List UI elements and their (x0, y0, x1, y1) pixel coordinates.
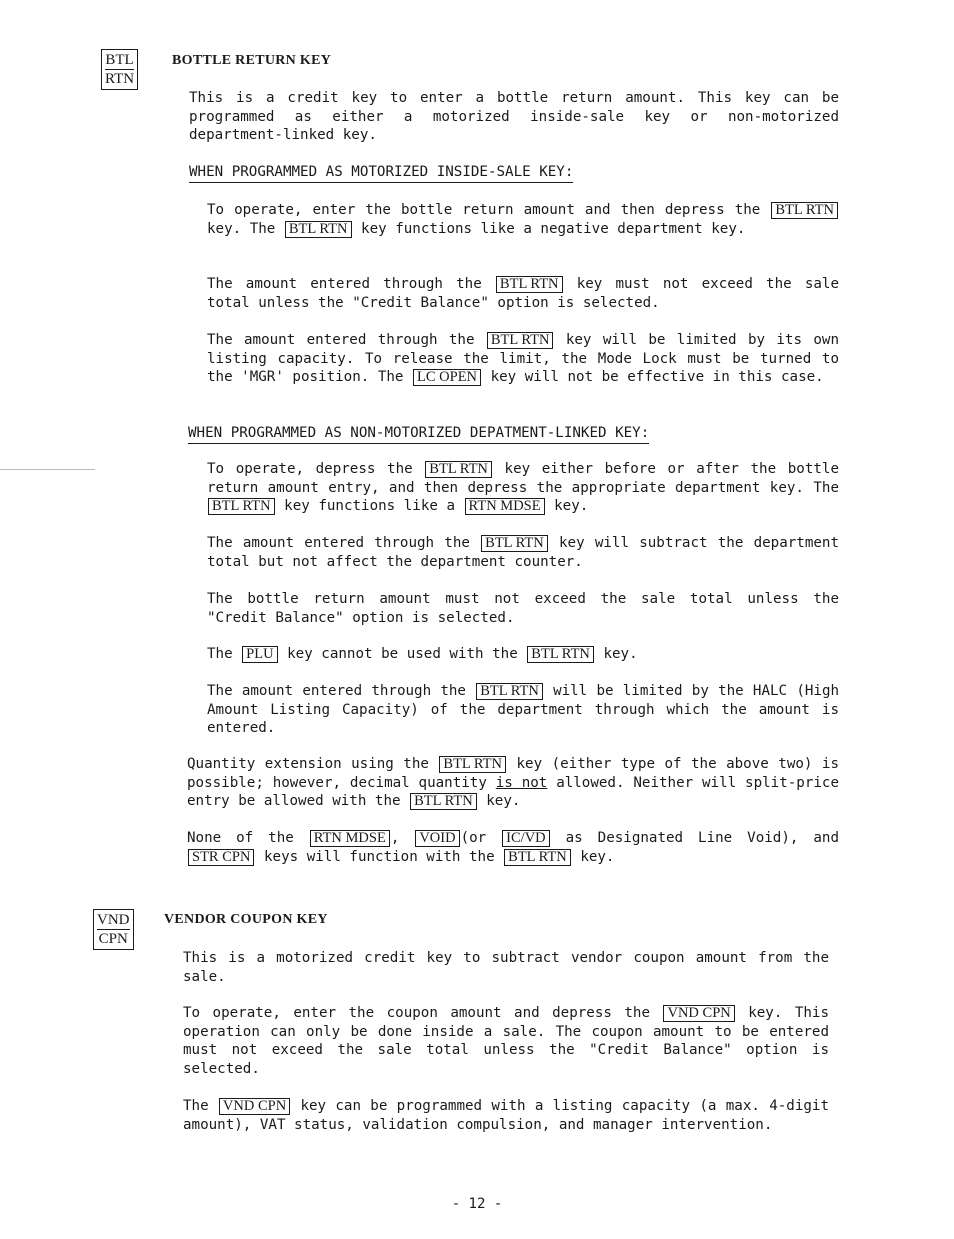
btl-rtn-key-ref: BTL RTN (208, 498, 275, 515)
vnd-cpn-key-ref: VND CPN (663, 1005, 734, 1022)
btl-rtn-key-ref: BTL RTN (439, 756, 506, 773)
btl-rtn-key-label (101, 49, 138, 90)
motorized-heading: WHEN PROGRAMMED AS MOTORIZED INSIDE-SALE KEY: (189, 163, 573, 183)
btl-rtn-key-ref: BTL RTN (425, 461, 492, 478)
btl-rtn-key-ref: BTL RTN (476, 683, 543, 700)
motorized-paragraph-3: The amount entered through the BTL RTN key will be limited by its own listing capacity. To release the limit, the Mode Lock must be turned to the 'MGR' position. The LC OPEN key will not be effective in this case. (207, 332, 839, 386)
ic-vd-key-ref: IC/VD (502, 830, 549, 847)
vnd-label: VND (97, 912, 130, 928)
rtn-label: RTN (105, 71, 135, 87)
nonmotorized-paragraph-3: The bottle return amount must not exceed the sale total unless the "Credit Balance" option is selected. (207, 591, 839, 626)
rtn-mdse-key-ref: RTN MDSE (465, 498, 545, 515)
nonmotorized-heading: WHEN PROGRAMMED AS NON-MOTORIZED DEPATMENT-LINKED KEY: (188, 424, 649, 444)
btl-rtn-key-ref: BTL RTN (410, 793, 477, 810)
vnd-cpn-key-ref: VND CPN (219, 1098, 290, 1115)
btl-rtn-key-ref: BTL RTN (285, 221, 352, 238)
vendor-coupon-heading: VENDOR COUPON KEY (164, 912, 328, 927)
btl-rtn-key-ref: BTL RTN (771, 202, 838, 219)
btl-rtn-key-ref: BTL RTN (481, 535, 548, 552)
page-number: - 12 - (451, 1196, 503, 1212)
plu-key-ref: PLU (242, 646, 277, 663)
cpn-label: CPN (98, 931, 128, 947)
str-cpn-key-ref: STR CPN (188, 849, 254, 866)
vnd-intro: This is a motorized credit key to subtract vendor coupon amount from the sale. (183, 950, 829, 985)
btl-rtn-key-ref: BTL RTN (487, 332, 554, 349)
bottle-return-heading: BOTTLE RETURN KEY (172, 53, 332, 68)
btl-rtn-key-ref: BTL RTN (504, 849, 571, 866)
rtn-mdse-key-ref: RTN MDSE (310, 830, 390, 847)
vnd-paragraph-2: The VND CPN key can be programmed with a listing capacity (a max. 4-digit amount), VAT status, validation compulsion, and manager intervention. (183, 1098, 829, 1133)
none-of-keys-paragraph: None of the RTN MDSE , VOID (or IC/VD as Designated Line Void), and STR CPN keys will function with the BTL RTN key. (187, 830, 840, 865)
nonmotorized-paragraph-4: The PLU key cannot be used with the BTL RTN key. (207, 646, 638, 662)
nonmotorized-paragraph-1: To operate, depress the BTL RTN key either before or after the bottle return amount entry, and then depress the appropriate department key. The BTL RTN key functions like a RTN MDSE key. (207, 461, 839, 515)
void-key-ref: VOID (415, 830, 459, 847)
vnd-paragraph-1: To operate, enter the coupon amount and depress the VND CPN key. This operation can only be done inside a sale. The coupon amount to be entered must not exceed the sale total unless the "Credit Balance" option is selected. (183, 1005, 830, 1077)
nonmotorized-paragraph-5: The amount entered through the BTL RTN will be limited by the HALC (High Amount Listing Capacity) of the department through which the amount is entered. (207, 683, 840, 737)
lc-open-key-ref: LC OPEN (413, 369, 481, 386)
btl-label: BTL (105, 52, 134, 68)
quantity-extension-paragraph: Quantity extension using the BTL RTN key (either type of the above two) is possible; however, decimal quantity is not allowed. Neither will split-price entry be allowed with the BTL RTN key. (187, 756, 839, 810)
btl-rtn-key-ref: BTL RTN (496, 276, 563, 293)
btl-intro: This is a credit key to enter a bottle return amount. This key can be programmed as either a motorized inside-sale key or non-motorized department-linked key. (189, 90, 839, 144)
scan-artifact-line (0, 469, 95, 470)
motorized-paragraph-1: To operate, enter the bottle return amount and then depress the BTL RTN key. The BTL RTN key functions like a negative department key. (207, 201, 839, 238)
motorized-paragraph-2: The amount entered through the BTL RTN key must not exceed the sale total unless the "Credit Balance" option is selected. (207, 276, 839, 311)
btl-rtn-key-ref: BTL RTN (527, 646, 594, 663)
vnd-cpn-key-label (93, 909, 134, 950)
nonmotorized-paragraph-2: The amount entered through the BTL RTN key will subtract the department total but not affect the department counter. (207, 535, 839, 570)
